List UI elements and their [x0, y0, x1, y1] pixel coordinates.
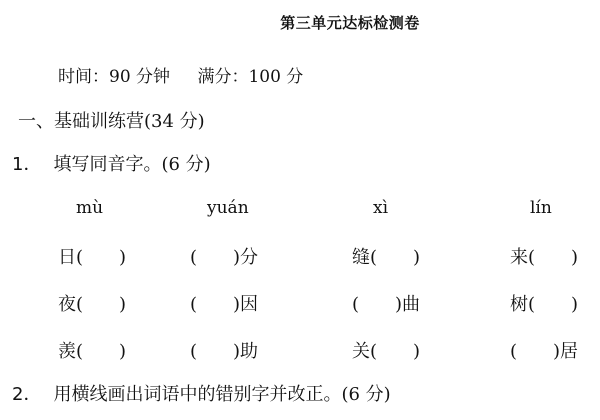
question-1: [12, 150, 211, 176]
section-heading: 一、基础训练营(34 分): [18, 111, 205, 132]
blank-item[interactable]: 羡( ): [58, 341, 127, 362]
pinyin-1: mù: [76, 198, 104, 218]
question-1-text: 填写同音字。(6 分): [53, 154, 211, 175]
blank-item[interactable]: ( )居: [510, 341, 579, 362]
question-1-number: 1．: [12, 154, 42, 175]
pinyin-4: lín: [530, 198, 552, 218]
exam-meta: [58, 62, 325, 87]
blank-item[interactable]: ( )曲: [352, 294, 421, 315]
blank-item[interactable]: 来( ): [510, 247, 579, 268]
pinyin-2: yuán: [207, 198, 249, 218]
blank-item[interactable]: 树( ): [510, 294, 579, 315]
blank-item[interactable]: 关( ): [352, 341, 421, 362]
blank-item[interactable]: 缝( ): [352, 247, 421, 268]
blank-item[interactable]: 夜( ): [58, 294, 127, 315]
question-2-number: 2．: [12, 384, 42, 405]
blank-item[interactable]: ( )助: [190, 341, 259, 362]
time-limit: 时间：90 分钟: [58, 67, 171, 87]
page-title: 第三单元达标检测卷: [280, 14, 420, 32]
blank-item[interactable]: ( )因: [190, 294, 259, 315]
total-score: 满分：100 分: [197, 67, 304, 87]
question-2: [12, 380, 391, 406]
blank-item[interactable]: 日( ): [58, 247, 127, 268]
pinyin-3: xì: [373, 198, 389, 218]
blank-item[interactable]: ( )分: [190, 247, 259, 268]
question-2-text: 用横线画出词语中的错别字并改正。(6 分): [53, 384, 391, 405]
